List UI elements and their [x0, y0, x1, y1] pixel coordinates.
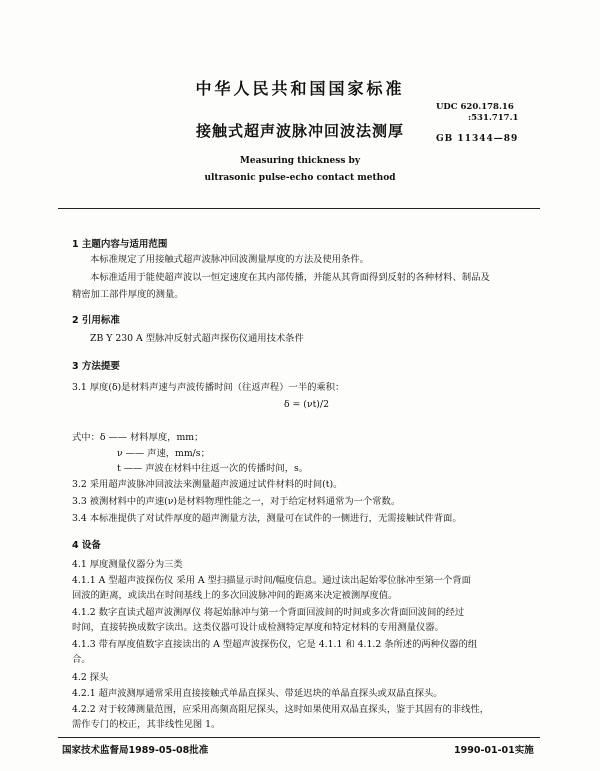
- clause-4-2-1: 4.2.1 超声波测厚通常采用直接接触式单晶直探头、带延迟块的单晶直探头或双晶直探头。: [72, 688, 443, 699]
- udc-code-line2: :531.717.1: [468, 113, 519, 123]
- standard-title: 接触式超声波脉冲回波法测厚: [195, 122, 404, 140]
- bottom-rule: [58, 737, 540, 738]
- section-1-para-1: 本标准规定了用接触式超声波脉冲回波测量厚度的方法及使用条件。: [90, 254, 369, 265]
- clause-3-1: 3.1 厚度(δ)是材料声速与声波传播时间（往返声程）一半的乘积：: [72, 382, 345, 393]
- country-heading: 中华人民共和国国家标准: [195, 79, 405, 98]
- section-1-title: 1 主题内容与适用范围: [72, 239, 168, 250]
- clause-4-1: 4.1 厚度测量仪器分为三类: [72, 559, 183, 570]
- clause-4-1-2b: 时间，直接转换成数字读出。这类仪器可设计成检测特定厚度和特定材料的专用测量仪器。: [72, 622, 444, 633]
- clause-4-1-3b: 合。: [72, 654, 91, 665]
- section-2-title: 2 引用标准: [72, 315, 120, 326]
- clause-4-2-2b: 需作专门的校正，其非线性见图 1。: [72, 719, 221, 730]
- gb-number: GB 11344—89: [436, 134, 519, 144]
- where-v: ν —— 声速，mm/s；: [117, 448, 210, 459]
- clause-4-1-3a: 4.1.3 带有厚度值数字直接读出的 A 型超声波探伤仪，它是 4.1.1 和 4.1.2 条所述的两种仪器的组: [72, 639, 478, 650]
- effective-date: 1990-01-01实施: [454, 745, 534, 756]
- clause-3-4: 3.4 本标准提供了对试件厚度的超声测量方法，测量可在试件的一侧进行，无需接触试件背面。: [72, 513, 462, 524]
- thickness-formula: δ = (νt)/2: [284, 399, 329, 410]
- where-delta: 式中：δ —— 材料厚度，mm；: [72, 432, 204, 443]
- section-1-para-2b: 精密加工部件厚度的测量。: [72, 289, 184, 300]
- section-2-reference: ZB Y 230 A 型脉冲反射式超声探伤仪通用技术条件: [90, 333, 304, 344]
- where-t: t —— 声波在材料中往返一次的传播时间，s。: [117, 463, 309, 474]
- section-1-para-2a: 本标准适用于能使超声波以一恒定速度在其内部传播，并能从其背面得到反射的各种材料、制品及: [90, 272, 490, 283]
- top-rule: [58, 208, 540, 209]
- clause-3-3: 3.3 被测材料中的声速(ν)是材料物理性能之一，对于给定材料通常为一个常数。: [72, 496, 401, 507]
- section-4-title: 4 设备: [72, 540, 101, 551]
- udc-code: UDC 620.178.16: [436, 102, 514, 112]
- english-title-line2: ultrasonic pulse-echo contact method: [204, 173, 396, 183]
- clause-4-2: 4.2 探头: [72, 672, 109, 683]
- clause-3-2: 3.2 采用超声波脉冲回波法来测量超声波通过试件材料的时间(t)。: [72, 479, 343, 490]
- english-title-line1: Measuring thickness by: [239, 156, 361, 166]
- section-3-title: 3 方法提要: [72, 361, 120, 372]
- clause-4-2-2a: 4.2.2 对于较薄测量范围，应采用高频高阻尼探头，这时如果使用双晶直探头，鉴于其固有的非线性，: [72, 704, 490, 715]
- clause-4-1-1a: 4.1.1 A 型超声波探伤仪 采用 A 型扫描显示时间/幅度信息。通过读出起始零位脉冲至第一个背面: [72, 575, 471, 586]
- approval-date: 国家技术监督局1989-05-08批准: [62, 745, 209, 756]
- clause-4-1-1b: 回波的距离，或读出在时间基线上的多次回波脉冲间的距离来决定被测厚度值。: [72, 590, 398, 601]
- clause-4-1-2a: 4.1.2 数字直读式超声波测厚仪 将起始脉冲与第一个背面回波间的时间或多次背面回波间的经过: [72, 607, 465, 618]
